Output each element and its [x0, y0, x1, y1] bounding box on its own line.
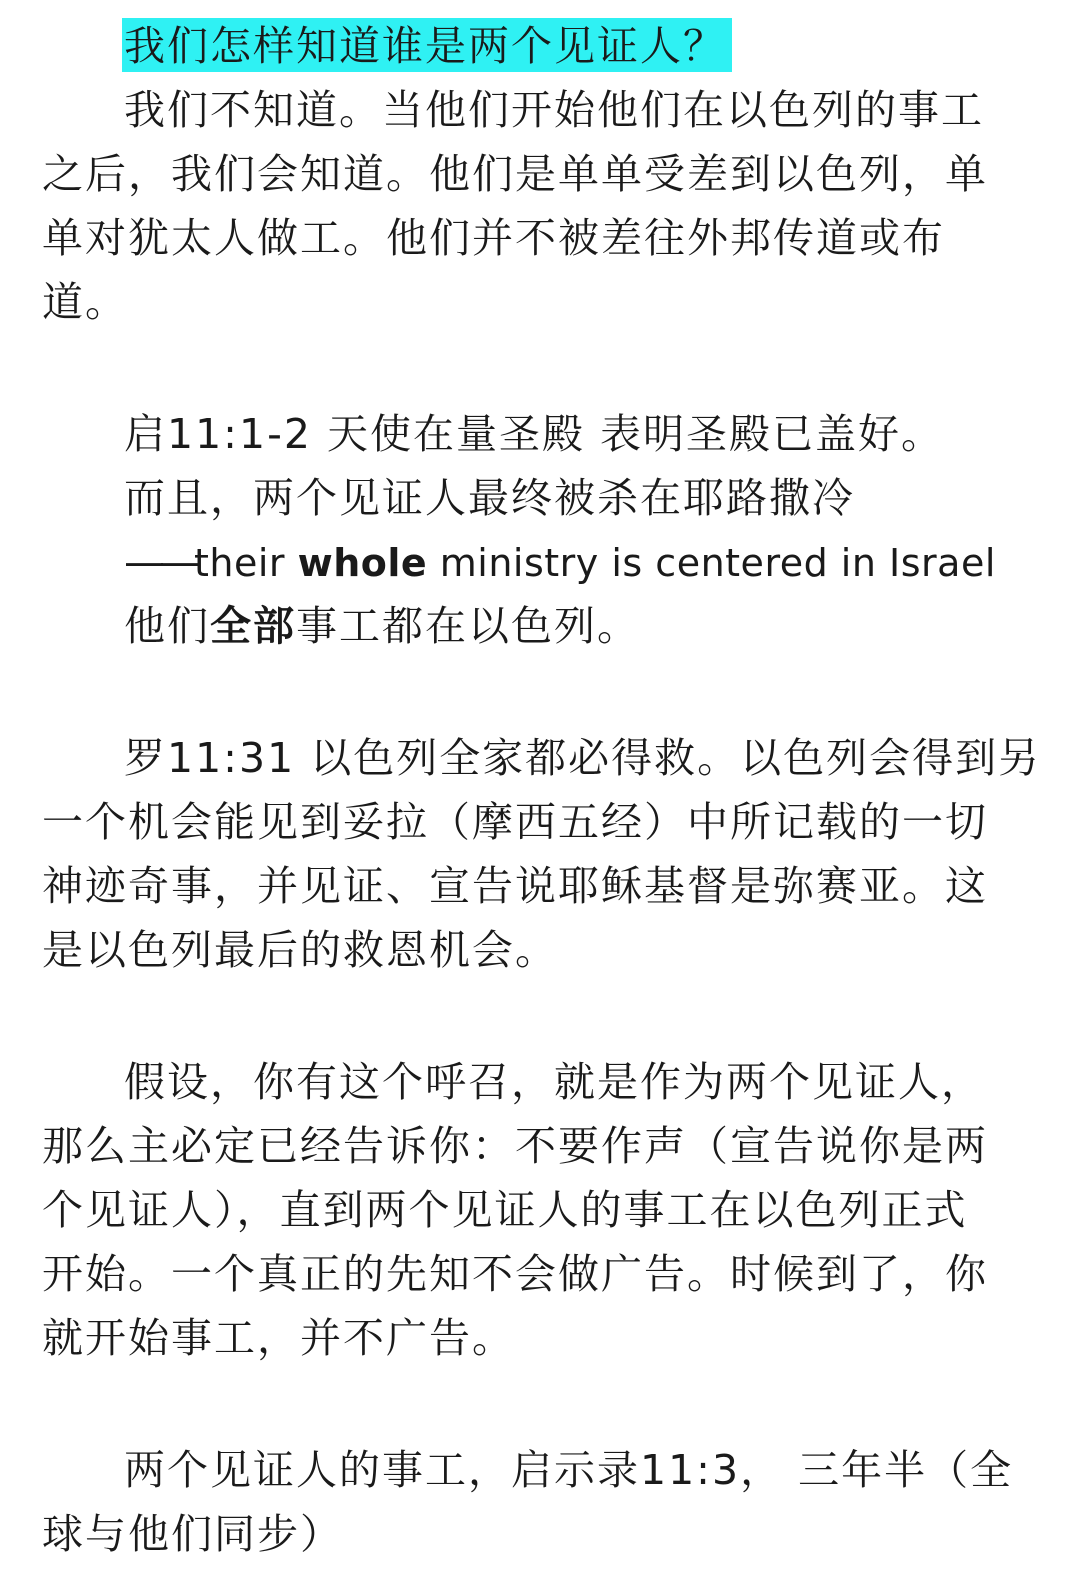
paragraph-1-line-4: 道。: [42, 278, 128, 326]
paragraph-4-line-2: 那么主必定已经告诉你：不要作声（宣告说你是两: [42, 1122, 988, 1170]
english-text-post: ministry is centered in Israel: [427, 541, 996, 585]
paragraph-2-line-1: 启11:1-2 天使在量圣殿 表明圣殿已盖好。: [124, 410, 945, 458]
paragraph-4-line-5: 就开始事工，并不广告。: [42, 1314, 515, 1362]
paragraph-1-line-1: 我们不知道。当他们开始他们在以色列的事工: [124, 86, 984, 134]
paragraph-4-line-4: 开始。一个真正的先知不会做广告。时候到了，你: [42, 1250, 988, 1298]
chinese-text-post: 事工都在以色列。: [296, 602, 640, 650]
paragraph-4-line-1: 假设，你有这个呼召，就是作为两个见证人，: [124, 1058, 984, 1106]
paragraph-3-line-1: 罗11:31 以色列全家都必得救。以色列会得到另: [124, 734, 1042, 782]
paragraph-gap: [42, 658, 1027, 726]
paragraph-1-line-3: 单对犹太人做工。他们并不被差往外邦传道或布: [42, 214, 945, 262]
paragraph-1-line-2: 之后，我们会知道。他们是单单受差到以色列，单: [42, 150, 988, 198]
heading-line: [42, 14, 1027, 78]
paragraph-gap: [42, 334, 1027, 402]
paragraph-gap: [42, 1370, 1027, 1438]
highlighted-heading: 我们怎样知道谁是两个见证人？: [122, 18, 732, 72]
em-dash: ——: [124, 538, 194, 586]
paragraph-2-line-3: [42, 530, 1027, 594]
paragraph-2-line-2: 而且，两个见证人最终被杀在耶路撒冷: [124, 474, 855, 522]
paragraph-3-line-3: 神迹奇事，并见证、宣告说耶稣基督是弥赛亚。这: [42, 862, 988, 910]
english-text-bold: whole: [297, 541, 428, 585]
english-text-pre: their: [194, 541, 298, 585]
paragraph-4-line-3: 个见证人），直到两个见证人的事工在以色列正式: [42, 1186, 968, 1234]
paragraph-5-line-2: 球与他们同步）: [42, 1510, 343, 1558]
chinese-text-pre: 他们: [124, 602, 210, 650]
paragraph-3-line-2: 一个机会能见到妥拉（摩西五经）中所记载的一切: [42, 798, 988, 846]
paragraph-5-line-1: 两个见证人的事工，启示录11:3， 三年半（全: [124, 1446, 1014, 1494]
document-body: [42, 14, 1042, 1566]
paragraph-2-line-4: [42, 594, 1027, 658]
chinese-text-bold: 全部: [210, 602, 296, 650]
paragraph-gap: [42, 982, 1027, 1050]
paragraph-3-line-4: 是以色列最后的救恩机会。: [42, 926, 558, 974]
